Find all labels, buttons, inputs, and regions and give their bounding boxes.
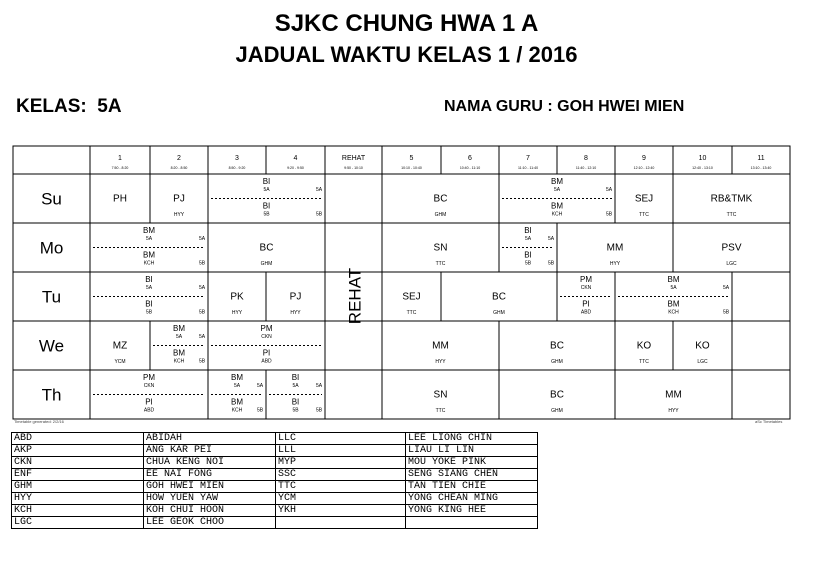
lesson-group: KCH — [551, 211, 563, 218]
period-label: 6 — [468, 155, 472, 162]
legend-row — [12, 481, 538, 493]
day-label: Tu — [41, 287, 62, 307]
lesson-teacher: TTC — [435, 261, 446, 267]
lesson-teacher: TTC — [639, 359, 649, 365]
teacher-fullname: MOU YOKE PINK — [406, 457, 538, 469]
lesson-teacher: HYY — [231, 310, 243, 316]
teacher-fullname: KOH CHUI HOON — [144, 505, 276, 517]
period-time: 10:10 - 10:40 — [401, 166, 422, 170]
lesson-subject: BI — [262, 201, 271, 211]
lesson-group: KCH — [173, 358, 185, 365]
lesson-teacher: GHM — [260, 261, 273, 267]
teacher-code: TTC — [276, 481, 406, 493]
period-label: 2 — [177, 155, 181, 162]
lesson-teacher: YCM — [114, 359, 126, 365]
rehat-vertical-label: REHAT — [345, 267, 365, 325]
lesson-group-right: 5B — [198, 309, 206, 316]
lesson-group: KCH — [668, 309, 679, 316]
lesson-subject: BI — [145, 275, 153, 284]
lesson-subject: PI — [582, 299, 590, 309]
lesson-subject: PI — [262, 348, 271, 358]
lesson-group-right: 5A — [315, 383, 323, 389]
teacher-fullname: GOH HWEI MIEN — [144, 481, 276, 493]
legend-row — [12, 445, 538, 457]
teacher-fullname: YONG KING HEE — [406, 505, 538, 517]
lesson-group: 5A — [553, 187, 561, 193]
teacher-code: YCM — [276, 493, 406, 505]
lesson-teacher: HYY — [173, 212, 185, 218]
lesson-teacher: HYY — [609, 261, 621, 267]
teacher-fullname: LEE LIONG CHIN — [406, 433, 538, 445]
teacher-code: LGC — [12, 517, 144, 529]
lesson-group-right: 5A — [198, 334, 206, 340]
period-label: 5 — [409, 155, 414, 162]
lesson-teacher: LGC — [697, 359, 708, 365]
lesson-teacher: GHM — [551, 359, 563, 365]
lesson-subject: BI — [291, 397, 300, 407]
teacher-fullname: LIAU LI LIN — [406, 445, 538, 457]
teacher-code: YKH — [276, 505, 406, 517]
lesson-group: 5A — [524, 236, 532, 242]
class-label: KELAS: 5A — [16, 96, 122, 117]
lesson-subject: SEJ — [634, 193, 654, 205]
lesson-group: 5A — [175, 334, 183, 340]
lesson-group-right: 5A — [256, 383, 264, 389]
lesson-subject: BC — [433, 193, 448, 205]
lesson-group: ABD — [261, 358, 272, 365]
lesson-group: KCH — [143, 260, 155, 267]
lesson-subject: MZ — [112, 340, 128, 352]
lesson-subject: SEJ — [402, 291, 421, 303]
period-label: 3 — [235, 155, 239, 162]
teacher-fullname: ABIDAH — [144, 433, 276, 445]
lesson-group: CKN — [261, 334, 272, 340]
lesson-group-right: 5B — [198, 260, 206, 267]
lesson-group: ABD — [143, 407, 155, 414]
teacher-fullname — [406, 517, 538, 529]
lesson-teacher: TTC — [406, 310, 417, 316]
lesson-teacher: HYY — [290, 310, 301, 316]
lesson-group: CKN — [143, 383, 155, 389]
day-label: Th — [41, 385, 62, 405]
period-time: 11:10 - 11:40 — [517, 166, 539, 170]
lesson-group-right: 5A — [198, 236, 206, 242]
legend-row — [12, 457, 538, 469]
lesson-subject: BM — [231, 373, 243, 382]
software-note: aSc Timetables — [755, 419, 783, 424]
legend-row — [12, 505, 538, 517]
period-time: 13:10 - 13:40 — [750, 166, 772, 170]
lesson-subject: PM — [580, 275, 592, 284]
period-time: 12:40 - 13:10 — [692, 166, 713, 170]
lesson-subject: BM — [667, 275, 680, 284]
period-time: 9:50 - 10:10 — [344, 166, 363, 170]
lesson-subject: KO — [695, 340, 710, 352]
teacher-code: ENF — [12, 469, 144, 481]
teacher-code: AKP — [12, 445, 144, 457]
lesson-group-right: 5A — [547, 236, 555, 242]
lesson-group-right: 5A — [605, 187, 613, 193]
teacher-code: CKN — [12, 457, 144, 469]
lesson-subject: BI — [262, 177, 271, 186]
lesson-subject: BI — [291, 373, 300, 382]
lesson-subject: PJ — [289, 291, 302, 303]
period-label: 9 — [642, 155, 646, 162]
lesson-subject: SN — [433, 389, 448, 401]
teacher-fullname: SENG SIANG CHEN — [406, 469, 538, 481]
lesson-teacher: TTC — [726, 212, 737, 218]
lesson-teacher: GHM — [493, 310, 505, 316]
day-label: We — [38, 336, 65, 356]
teacher-code: ABD — [12, 433, 144, 445]
teacher-code — [276, 517, 406, 529]
teacher-code: SSC — [276, 469, 406, 481]
teacher-fullname: LEE GEOK CHOO — [144, 517, 276, 529]
period-time: 7:50 - 8:20 — [111, 166, 129, 170]
lesson-subject: MM — [606, 242, 624, 254]
lesson-subject: BI — [524, 250, 532, 260]
teacher-fullname: HOW YUEN YAW — [144, 493, 276, 505]
lesson-group-right: 5B — [315, 407, 323, 414]
teacher-code: KCH — [12, 505, 144, 517]
lesson-group: 5A — [670, 285, 677, 291]
period-time: 8:50 - 9:20 — [228, 166, 246, 170]
teacher-fullname: CHUA KENG NOI — [144, 457, 276, 469]
lesson-group: 5B — [145, 309, 153, 316]
teacher-code: GHM — [12, 481, 144, 493]
lesson-subject: BI — [145, 299, 153, 309]
period-time: 11:40 - 12:10 — [575, 166, 597, 170]
lesson-teacher: GHM — [551, 408, 563, 414]
lesson-subject: PM — [143, 373, 155, 382]
teacher-fullname: TAN TIEN CHIE — [406, 481, 538, 493]
lesson-subject: BC — [259, 242, 274, 254]
school-title: SJKC CHUNG HWA 1 A — [274, 10, 539, 37]
lesson-group: 5A — [292, 383, 299, 389]
lesson-group: 5A — [233, 383, 241, 389]
lesson-group-right: 5B — [547, 260, 555, 267]
lesson-teacher: TTC — [435, 408, 446, 414]
period-time: 12:10 - 12:40 — [633, 166, 655, 170]
lesson-group-right: 5B — [315, 211, 323, 218]
period-label: REHAT — [341, 155, 366, 162]
lesson-subject: PJ — [173, 193, 185, 205]
lesson-teacher: LGC — [726, 261, 737, 267]
teacher-code: MYP — [276, 457, 406, 469]
lesson-subject: BM — [551, 177, 563, 186]
lesson-subject: PH — [113, 193, 127, 205]
lesson-group: 5A — [145, 285, 153, 291]
lesson-group-right: 5B — [256, 407, 264, 414]
lesson-group: ABD — [580, 309, 592, 316]
lesson-group-right: 5B — [198, 358, 206, 365]
lesson-subject: PM — [260, 324, 273, 333]
lesson-subject: PK — [230, 291, 244, 303]
period-label: 1 — [118, 155, 122, 162]
lesson-subject: BC — [550, 340, 564, 352]
lesson-group: 5B — [524, 260, 532, 267]
lesson-subject: MM — [432, 340, 449, 352]
timetable-subtitle: JADUAL WAKTU KELAS 1 / 2016 — [235, 42, 578, 67]
lesson-subject: SN — [433, 242, 448, 254]
lesson-subject: RB&TMK — [710, 193, 753, 205]
lesson-group: 5B — [263, 211, 270, 218]
lesson-subject: BM — [143, 250, 155, 260]
legend-row — [12, 469, 538, 481]
lesson-group: KCH — [231, 407, 243, 414]
lesson-subject: BM — [551, 201, 563, 211]
lesson-subject: BC — [550, 389, 564, 401]
lesson-group: 5B — [292, 407, 299, 414]
teacher-fullname: EE NAI FONG — [144, 469, 276, 481]
period-label: 4 — [293, 155, 298, 162]
lesson-subject: BM — [667, 299, 680, 309]
teacher-legend-table — [11, 432, 538, 529]
period-label: 8 — [584, 155, 588, 162]
lesson-group-right: 5B — [722, 309, 730, 316]
lesson-group: 5A — [263, 187, 270, 193]
lesson-subject: PSV — [721, 242, 742, 254]
lesson-subject: BI — [524, 226, 532, 235]
legend-row — [12, 517, 538, 529]
lesson-subject: BM — [173, 324, 185, 333]
lesson-group: CKN — [580, 285, 592, 291]
teacher-code: LLL — [276, 445, 406, 457]
lesson-teacher: GHM — [434, 212, 447, 218]
teacher-fullname: YONG CHEAN MING — [406, 493, 538, 505]
period-label: 7 — [526, 155, 530, 162]
day-label: Mo — [39, 238, 64, 258]
lesson-group-right: 5A — [198, 285, 206, 291]
lesson-subject: KO — [636, 340, 652, 352]
lesson-group-right: 5B — [605, 211, 613, 218]
lesson-teacher: HYY — [435, 359, 446, 365]
teacher-fullname: ANG KAR PEI — [144, 445, 276, 457]
legend-row — [12, 433, 538, 445]
teacher-name-label: NAMA GURU : GOH HWEI MIEN — [444, 98, 685, 115]
lesson-group-right: 5A — [315, 187, 323, 193]
period-time: 9:20 - 9:50 — [287, 166, 304, 170]
lesson-teacher: TTC — [639, 212, 649, 218]
day-label: Su — [41, 189, 62, 209]
lesson-subject: BM — [143, 226, 155, 235]
lesson-group-right: 5A — [722, 285, 730, 291]
lesson-subject: MM — [665, 389, 682, 401]
period-time: 10:40 - 11:10 — [459, 166, 481, 170]
lesson-subject: BM — [173, 348, 185, 358]
lesson-group: 5A — [145, 236, 153, 242]
period-time: 8:20 - 8:50 — [170, 166, 188, 170]
period-label: 10 — [698, 155, 707, 162]
teacher-code: LLC — [276, 433, 406, 445]
lesson-subject: BM — [231, 397, 243, 407]
lesson-teacher: HYY — [668, 408, 679, 414]
period-label: 11 — [757, 155, 765, 162]
generated-note: Timetable generated: 2/2/16 — [14, 419, 64, 424]
lesson-subject: PI — [145, 397, 153, 407]
teacher-code: HYY — [12, 493, 144, 505]
lesson-subject: BC — [492, 291, 506, 303]
legend-row — [12, 493, 538, 505]
